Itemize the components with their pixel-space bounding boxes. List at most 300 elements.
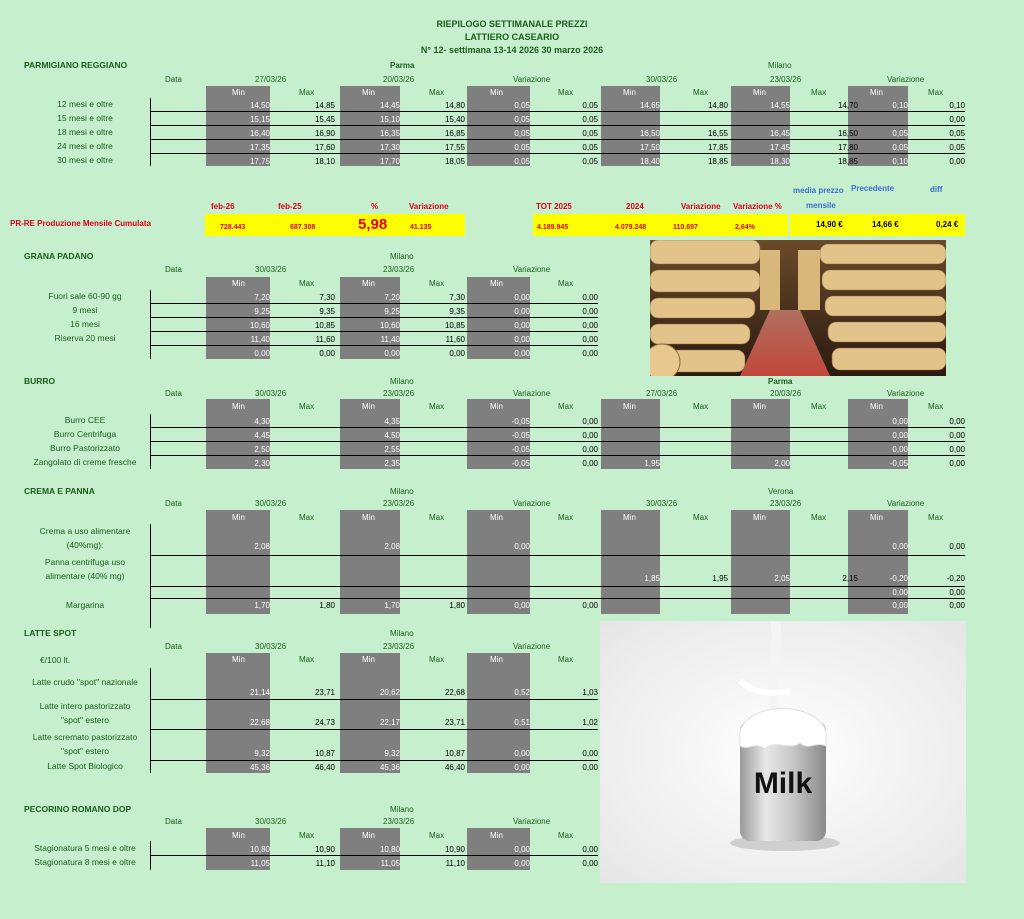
row-divider (150, 125, 965, 126)
city-label: Milano (390, 377, 414, 386)
row-label: alimentare (40% mg) (45, 571, 125, 581)
produzione-value: 41.135 (410, 224, 432, 231)
price-value: 14,70 (837, 101, 858, 110)
price-value: 14,85 (314, 101, 335, 110)
row-divider (150, 111, 965, 112)
max-header: Max (299, 88, 315, 97)
min-column-shade (206, 86, 270, 166)
price-value: 2,30 (254, 459, 270, 468)
milk-can-text: Milk (753, 767, 813, 800)
price-value: 0,00 (582, 749, 598, 758)
price-value: -0,20 (946, 574, 965, 583)
price-value: 0,00 (949, 115, 965, 124)
price-value: 4,45 (254, 431, 270, 440)
row-label: 30 mesi e oltre (57, 155, 113, 165)
price-value: 2,05 (774, 574, 790, 583)
section-title: PARMIGIANO REGGIANO (24, 60, 128, 70)
price-value: 0,05 (949, 129, 965, 138)
max-header: Max (299, 279, 315, 288)
price-value: 0,00 (949, 157, 965, 166)
max-header: Max (693, 88, 709, 97)
price-value: 14,80 (707, 101, 728, 110)
price-value: 15,45 (314, 115, 335, 124)
row-label: 12 mesi e oltre (57, 99, 113, 109)
date-label: 23/03/26 (770, 75, 802, 84)
row-divider (150, 441, 965, 442)
row-divider (150, 555, 965, 556)
price-value: 9,25 (384, 307, 400, 316)
price-value: 10,60 (379, 321, 400, 330)
column-divider (150, 290, 151, 359)
media-label-1: media prezzo (793, 186, 844, 195)
variazione-label: Variazione (887, 75, 925, 84)
min-header: Min (490, 655, 503, 664)
price-value: 1,70 (254, 601, 270, 610)
price-value: 17,30 (379, 143, 400, 152)
price-value: 0,00 (514, 859, 530, 868)
price-value: 22,68 (444, 688, 465, 697)
price-value: 7,30 (449, 293, 465, 302)
max-header: Max (928, 88, 944, 97)
date-label: 30/03/26 (255, 265, 287, 274)
date-label: 23/03/26 (770, 499, 802, 508)
media-label-2: mensile (806, 201, 836, 210)
produzione-value: 110.697 (673, 224, 698, 231)
max-header: Max (928, 513, 944, 522)
max-header: Max (299, 655, 315, 664)
row-label: Burro Centrifuga (53, 429, 117, 439)
city-label: Parma (768, 377, 793, 386)
produzione-header: Variazione (409, 202, 449, 211)
produzione-header: 2024 (626, 202, 644, 211)
price-value: 14,50 (249, 101, 270, 110)
max-header: Max (811, 513, 827, 522)
price-value: 0,05 (582, 129, 598, 138)
price-value: 0,05 (514, 115, 530, 124)
price-value: 17,45 (769, 143, 790, 152)
price-value: 0,00 (582, 335, 598, 344)
max-header: Max (928, 402, 944, 411)
min-header: Min (490, 513, 503, 522)
cheese-warehouse-image (650, 240, 946, 376)
produzione-header: Variazione (681, 202, 721, 211)
price-value: 16,50 (639, 129, 660, 138)
price-value: 9,35 (449, 307, 465, 316)
max-header: Max (558, 402, 574, 411)
row-divider (150, 345, 598, 346)
price-value: 0,00 (514, 845, 530, 854)
price-value: 15,15 (249, 115, 270, 124)
min-header: Min (232, 88, 245, 97)
report-subtitle: LATTIERO CASEARIO (464, 32, 560, 42)
price-value: 18,30 (769, 157, 790, 166)
price-value: 17,35 (249, 143, 270, 152)
row-divider (150, 729, 598, 730)
row-label: Burro CEE (64, 415, 106, 425)
min-header: Min (870, 402, 883, 411)
column-divider (150, 841, 151, 870)
price-value: 11,60 (315, 335, 335, 344)
produzione-value: 4.189.945 (537, 224, 569, 231)
price-value: 45,36 (249, 763, 270, 772)
city-label: Parma (390, 61, 415, 70)
price-value: -0,20 (889, 574, 908, 583)
price-value: 17,75 (249, 157, 270, 166)
max-header: Max (811, 88, 827, 97)
row-label: 18 mesi e oltre (57, 127, 113, 137)
price-value: 0,00 (892, 431, 908, 440)
price-value: 10,90 (314, 845, 335, 854)
price-value: -0,05 (511, 431, 530, 440)
price-value: 9,32 (254, 749, 270, 758)
date-label: 27/03/26 (646, 389, 678, 398)
row-label: 16 mesi (70, 319, 100, 329)
max-header: Max (429, 655, 445, 664)
produzione-header: feb-26 (211, 202, 235, 211)
report-week: N° 12- settimana 13-14 2026 30 marzo 2026 (420, 45, 604, 55)
price-value: 18,05 (444, 157, 465, 166)
price-value: 0,00 (582, 445, 598, 454)
price-value: 16,90 (314, 129, 335, 138)
price-value: 16,55 (707, 129, 728, 138)
min-header: Min (490, 831, 503, 840)
price-value: 15,10 (379, 115, 400, 124)
price-value: 7,20 (254, 293, 270, 302)
price-value: 0,00 (582, 321, 598, 330)
price-value: 9,25 (254, 307, 270, 316)
price-value: 11,10 (445, 859, 465, 868)
price-value: 0,00 (582, 349, 598, 358)
row-label: Crema a uso alimentare (39, 526, 131, 536)
data-label: Data (165, 817, 182, 826)
price-value: 0,00 (949, 588, 965, 597)
row-divider (150, 699, 598, 700)
price-value: 0,00 (582, 859, 598, 868)
variazione-label: Variazione (887, 499, 925, 508)
price-value: 0,00 (384, 349, 400, 358)
row-divider (150, 427, 965, 428)
produzione-value: 4.079.248 (615, 224, 647, 231)
row-divider (150, 303, 598, 304)
price-value: 10,60 (249, 321, 270, 330)
price-value: 17,60 (314, 143, 335, 152)
row-divider (150, 153, 965, 154)
price-value: 0,00 (892, 445, 908, 454)
min-header: Min (362, 513, 375, 522)
min-header: Min (870, 88, 883, 97)
min-header: Min (232, 513, 245, 522)
min-header: Min (623, 88, 636, 97)
price-value: 0,00 (892, 542, 908, 551)
price-value: 7,30 (319, 293, 335, 302)
variazione-label: Variazione (513, 817, 551, 826)
row-label: Margarina (65, 600, 105, 610)
section-title: BURRO (24, 376, 56, 386)
max-header: Max (558, 655, 574, 664)
row-label: Latte crudo "spot" nazionale (32, 677, 138, 687)
max-header: Max (811, 402, 827, 411)
precedente-label: Precedente (851, 184, 895, 193)
date-label: 30/03/26 (255, 817, 287, 826)
min-column-shade (731, 86, 790, 166)
max-header: Max (429, 88, 445, 97)
price-value: 46,40 (444, 763, 465, 772)
price-value: 0,00 (582, 845, 598, 854)
price-value: 1,02 (582, 718, 598, 727)
price-value: -0,05 (511, 417, 530, 426)
min-column-shade (601, 86, 660, 166)
milk-can-image (600, 621, 966, 883)
max-header: Max (429, 402, 445, 411)
price-value: 2,00 (774, 459, 790, 468)
max-header: Max (299, 513, 315, 522)
price-value: 7,20 (384, 293, 400, 302)
price-value: 0,00 (582, 601, 598, 610)
price-value: 10,80 (379, 845, 400, 854)
price-value: 0,00 (514, 601, 530, 610)
price-value: 16,35 (379, 129, 400, 138)
max-header: Max (558, 88, 574, 97)
row-label: Latte intero pastorizzato (39, 701, 131, 711)
price-value: 11,05 (380, 859, 400, 868)
price-value: 0,00 (949, 445, 965, 454)
variazione-label: Variazione (513, 389, 551, 398)
price-value: 0,05 (582, 101, 598, 110)
row-label: Latte Spot Biologico (47, 761, 123, 771)
min-column-shade (340, 277, 400, 359)
min-column-shade (340, 86, 400, 166)
min-header: Min (362, 88, 375, 97)
min-column-shade (848, 86, 908, 166)
price-value: 4,35 (384, 417, 400, 426)
date-label: 23/03/26 (383, 265, 415, 274)
price-value: 14,45 (379, 101, 400, 110)
min-column-shade (467, 86, 530, 166)
price-value: 14,55 (769, 101, 790, 110)
price-value: 0,10 (892, 157, 908, 166)
produzione-value: 687.308 (290, 224, 316, 231)
date-label: 20/03/26 (770, 389, 802, 398)
price-value: 1,70 (384, 601, 400, 610)
date-label: 30/03/26 (255, 642, 287, 651)
row-label: Latte scremato pastorizzato (32, 732, 138, 742)
price-value: 23,71 (314, 688, 335, 697)
price-value: 1,85 (644, 574, 660, 583)
price-value: 1,03 (582, 688, 598, 697)
produzione-value: 728.443 (220, 224, 246, 231)
price-value: 23,71 (444, 718, 465, 727)
row-label: Panna centrifuga uso (44, 557, 126, 567)
price-value: 1,95 (712, 574, 728, 583)
price-value: 2,08 (384, 542, 400, 551)
row-divider (150, 855, 598, 856)
max-header: Max (558, 513, 574, 522)
price-value: 14,65 (639, 101, 660, 110)
variazione-label: Variazione (513, 265, 551, 274)
price-value: 11,40 (250, 335, 270, 344)
date-label: 30/03/26 (255, 389, 287, 398)
city-label: Milano (390, 805, 414, 814)
price-value: 46,40 (314, 763, 335, 772)
price-value: 45,36 (379, 763, 400, 772)
city-label: Milano (390, 252, 414, 261)
price-value: 4,30 (254, 417, 270, 426)
date-label: 23/03/26 (383, 499, 415, 508)
price-value: 9,35 (319, 307, 335, 316)
row-label: Riserva 20 mesi (54, 333, 116, 343)
price-value: 0,00 (514, 335, 530, 344)
row-divider (150, 139, 965, 140)
max-header: Max (558, 831, 574, 840)
produzione-value: 5,98 (358, 216, 388, 233)
min-header: Min (362, 655, 375, 664)
precedente-value: 14,66 € (872, 220, 899, 229)
max-header: Max (429, 513, 445, 522)
min-header: Min (362, 279, 375, 288)
min-column-shade (206, 277, 270, 359)
price-value: 10,90 (444, 845, 465, 854)
row-label: Fuori sale 60-90 gg (48, 291, 122, 301)
price-value: 0,05 (582, 115, 598, 124)
price-value: 18,10 (314, 157, 335, 166)
price-value: -0,05 (889, 459, 908, 468)
unit-label: €/100 lt. (40, 655, 71, 665)
price-value: 4,50 (384, 431, 400, 440)
price-value: 0,05 (892, 129, 908, 138)
date-label: 23/03/26 (383, 642, 415, 651)
price-value: 16,45 (769, 129, 790, 138)
price-value: 10,87 (314, 749, 335, 758)
row-divider (150, 586, 965, 587)
price-value: 10,80 (249, 845, 270, 854)
price-value: 0,05 (582, 157, 598, 166)
variazione-label: Variazione (513, 75, 551, 84)
price-value: 22,68 (249, 718, 270, 727)
price-value: 0,00 (514, 542, 530, 551)
data-label: Data (165, 499, 182, 508)
price-value: 0,00 (582, 431, 598, 440)
max-header: Max (429, 279, 445, 288)
price-value: 0,00 (254, 349, 270, 358)
price-value: 0,00 (514, 749, 530, 758)
date-label: 30/03/26 (646, 75, 678, 84)
price-value: 20,62 (379, 688, 400, 697)
data-label: Data (165, 265, 182, 274)
price-value: 16,50 (837, 129, 858, 138)
min-header: Min (753, 402, 766, 411)
price-value: 11,10 (315, 859, 335, 868)
produzione-label: PR-RE Produzione Mensile Cumulata (10, 219, 151, 228)
min-header: Min (232, 831, 245, 840)
price-value: 1,95 (644, 459, 660, 468)
price-value: 0,05 (949, 143, 965, 152)
price-value: 10,87 (444, 749, 465, 758)
column-divider (150, 414, 151, 469)
price-value: 0,05 (892, 143, 908, 152)
max-header: Max (299, 831, 315, 840)
price-value: 0,00 (892, 588, 908, 597)
price-value: 11,60 (445, 335, 465, 344)
min-header: Min (623, 402, 636, 411)
price-value: 1,80 (319, 601, 335, 610)
row-label: Burro Pastorizzato (50, 443, 120, 453)
data-label: Data (165, 642, 182, 651)
date-label: 23/03/26 (383, 389, 415, 398)
min-header: Min (362, 402, 375, 411)
media-value: 14,90 € (816, 220, 843, 229)
price-value: 17,55 (444, 143, 465, 152)
price-value: 18,85 (707, 157, 728, 166)
section-title: LATTE SPOT (24, 628, 77, 638)
price-value: 16,40 (249, 129, 270, 138)
row-divider (150, 317, 598, 318)
price-value: 2,15 (842, 574, 858, 583)
min-header: Min (753, 513, 766, 522)
price-value: 17,50 (639, 143, 660, 152)
price-value: 0,00 (892, 417, 908, 426)
price-value: 1,80 (449, 601, 465, 610)
min-header: Min (490, 402, 503, 411)
price-value: 0,05 (514, 157, 530, 166)
price-value: 0,00 (582, 293, 598, 302)
price-value: 0,00 (582, 459, 598, 468)
max-header: Max (429, 831, 445, 840)
row-label: 9 mesi (72, 305, 98, 315)
produzione-header: Variazione % (733, 202, 782, 211)
price-value: 0,00 (949, 459, 965, 468)
price-value: 14,80 (444, 101, 465, 110)
price-value: 0,00 (514, 349, 530, 358)
price-value: 9,32 (384, 749, 400, 758)
row-label: (40%mg): (66, 540, 104, 550)
max-header: Max (693, 513, 709, 522)
date-label: 23/03/26 (383, 817, 415, 826)
city-label: Verona (768, 487, 794, 496)
price-value: 17,70 (379, 157, 400, 166)
min-header: Min (362, 831, 375, 840)
price-value: 10,85 (444, 321, 465, 330)
row-label: "spot" estero (60, 746, 110, 756)
min-header: Min (753, 88, 766, 97)
max-header: Max (693, 402, 709, 411)
min-header: Min (232, 402, 245, 411)
row-label: Stagionatura 8 mesi e oltre (34, 857, 136, 867)
price-value: 22,17 (379, 718, 400, 727)
price-value: 18,40 (639, 157, 660, 166)
date-label: 27/03/26 (255, 75, 287, 84)
price-value: 0,05 (514, 129, 530, 138)
price-value: 17,85 (707, 143, 728, 152)
price-value: 0,00 (949, 542, 965, 551)
price-value: 0,00 (514, 307, 530, 316)
min-header: Min (232, 279, 245, 288)
price-value: 0,00 (949, 431, 965, 440)
price-value: -0,05 (511, 445, 530, 454)
price-value: -0,05 (511, 459, 530, 468)
row-label: 15 mesi e oltre (57, 113, 113, 123)
price-value: 0,05 (514, 101, 530, 110)
produzione-value: 2,64% (735, 224, 755, 231)
variazione-label: Variazione (513, 499, 551, 508)
price-value: 0,00 (514, 293, 530, 302)
row-divider (150, 331, 598, 332)
column-divider (150, 668, 151, 773)
row-divider (150, 455, 965, 456)
price-value: 0,05 (514, 143, 530, 152)
row-label: Zangolato di creme fresche (33, 457, 137, 467)
min-column-shade (467, 277, 530, 359)
data-label: Data (165, 75, 182, 84)
